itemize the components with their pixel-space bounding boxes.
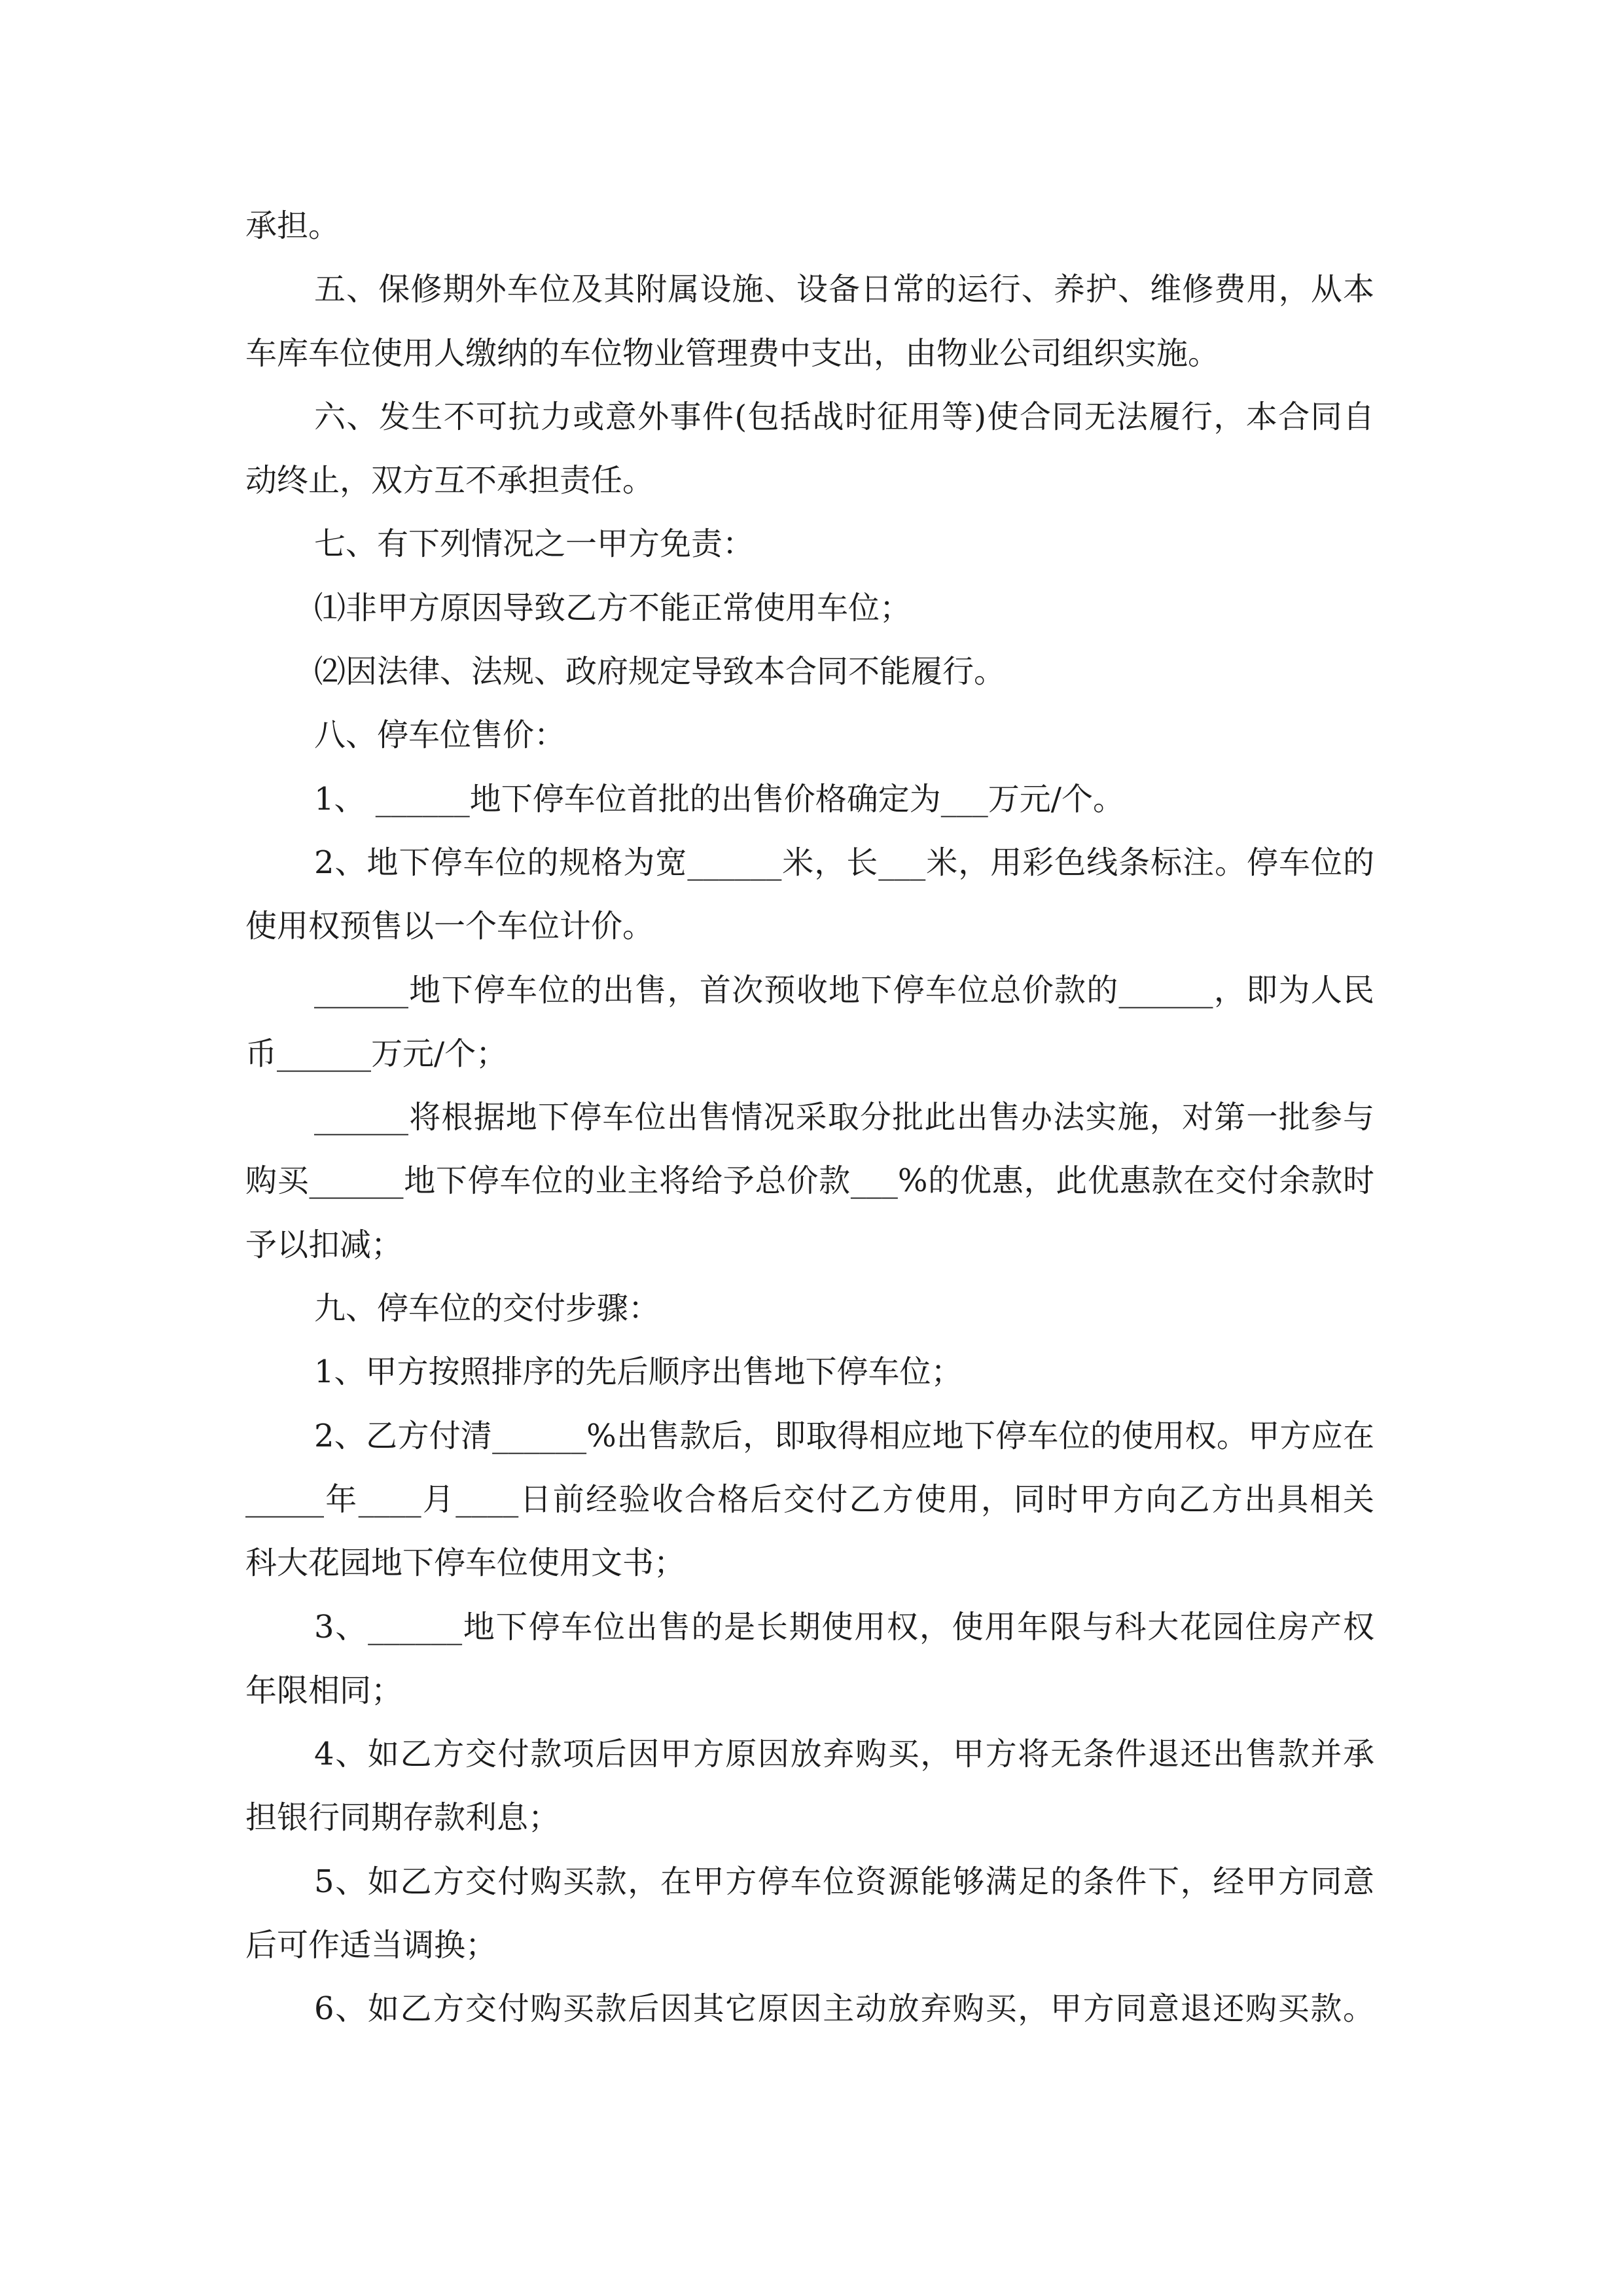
paragraph-line: 五、保修期外车位及其附属设施、设备日常的运行、养护、维修费用，从本 xyxy=(314,271,1374,308)
paragraph-line: 2、地下停车位的规格为宽______米，长___米，用彩色线条标注。停车位的 xyxy=(314,844,1374,881)
paragraph-line: 七、有下列情况之一甲方免责： xyxy=(314,526,755,563)
paragraph-line: 后可作适当调换； xyxy=(245,1927,497,1964)
clause-9-item-1 xyxy=(245,1340,1374,1404)
paragraph-line: 1、 ______地下停车位首批的出售价格确定为___万元/个。 xyxy=(314,780,1124,817)
paragraph-line: 担银行同期存款利息； xyxy=(245,1799,560,1837)
clause-7-item-1 xyxy=(245,577,1374,640)
clause-7-heading xyxy=(245,512,1374,576)
paragraph-line: ⑴非甲方原因导致乙方不能正常使用车位； xyxy=(314,589,912,626)
clause-8-discount xyxy=(245,1086,1374,1277)
paragraph-line: 4、如乙方交付款项后因甲方原因放弃购买，甲方将无条件退还出售款并承 xyxy=(314,1736,1374,1773)
paragraph-line: 5、如乙方交付购买款，在甲方停车位资源能够满足的条件下，经甲方同意 xyxy=(314,1863,1374,1900)
paragraph-line: 九、停车位的交付步骤： xyxy=(314,1290,660,1327)
clause-9-item-6 xyxy=(245,1977,1374,2041)
clause-5 xyxy=(245,258,1374,386)
paragraph-line: 使用权预售以一个车位计价。 xyxy=(245,908,654,945)
clause-8-deposit xyxy=(245,959,1374,1086)
clause-9-item-2 xyxy=(245,1405,1374,1596)
paragraph-line: 车库车位使用人缴纳的车位物业管理费中支出，由物业公司组织实施。 xyxy=(245,334,1220,372)
clause-8-heading xyxy=(245,704,1374,767)
paragraph-line: 年限相同； xyxy=(245,1672,403,1709)
paragraph-line: 科大花园地下停车位使用文书； xyxy=(245,1545,686,1582)
clause-8-item-1 xyxy=(245,768,1374,831)
paragraph-line: 予以扣减； xyxy=(245,1226,403,1263)
clause-9-item-3 xyxy=(245,1596,1374,1723)
continued-text xyxy=(245,194,1374,258)
paragraph-line: 6、如乙方交付购买款后因其它原因主动放弃购买，甲方同意退还购买款。 xyxy=(314,1990,1374,2028)
paragraph-line: ______地下停车位的出售，首次预收地下停车位总价款的______，即为人民 xyxy=(314,971,1374,1009)
paragraph-line: 3、______地下停车位出售的是长期使用权，使用年限与科大花园住房产权 xyxy=(314,1608,1374,1645)
paragraph-line: 承担。 xyxy=(245,207,340,244)
paragraph-line: ⑵因法律、法规、政府规定导致本合同不能履行。 xyxy=(314,653,1006,691)
paragraph-line: 八、停车位售价： xyxy=(314,717,566,754)
clause-8-item-2 xyxy=(245,831,1374,959)
paragraph-line: _____年____月____日前经验收合格后交付乙方使用，同时甲方向乙方出具相关 xyxy=(245,1480,1374,1518)
clause-6 xyxy=(245,386,1374,513)
paragraph-line: ______将根据地下停车位出售情况采取分批此出售办法实施，对第一批参与 xyxy=(314,1099,1374,1136)
document-body xyxy=(245,194,1374,2041)
paragraph-line: 购买______地下停车位的业主将给予总价款___%的优惠，此优惠款在交付余款时 xyxy=(245,1162,1374,1200)
paragraph-line: 2、乙方付清______%出售款后，即取得相应地下停车位的使用权。甲方应在 xyxy=(314,1417,1374,1454)
clause-9-heading xyxy=(245,1277,1374,1340)
clause-9-item-4 xyxy=(245,1723,1374,1850)
paragraph-line: 币______万元/个； xyxy=(245,1035,508,1072)
paragraph-line: 1、甲方按照排序的先后顺序出售地下停车位； xyxy=(314,1354,963,1391)
paragraph-line: 六、发生不可抗力或意外事件(包括战时征用等)使合同无法履行，本合同自 xyxy=(314,398,1374,435)
paragraph-line: 动终止，双方互不承担责任。 xyxy=(245,462,654,499)
clause-7-item-2 xyxy=(245,640,1374,704)
clause-9-item-5 xyxy=(245,1850,1374,1978)
